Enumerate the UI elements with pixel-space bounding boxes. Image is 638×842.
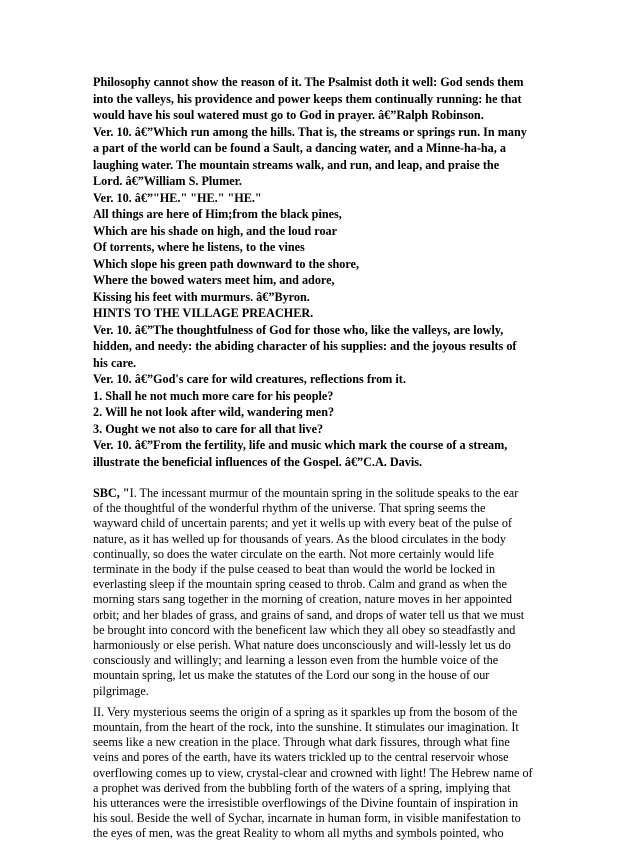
text-line: mountain spring, let us make the statutes of the Lord our song in the house of our <box>93 668 490 683</box>
text-line: 3. Ought we not also to care for all that live? <box>93 421 324 436</box>
text-line: pilgrimage. <box>93 683 149 698</box>
text-line: Ver. 10. â€”The thoughtfulness of God for those who, like the valleys, are lowly, <box>93 322 504 337</box>
text-line: harmoniously or else perish. What nature does unconsciously and will-lessly let us do <box>93 638 511 653</box>
text-line: 1. Shall he not much more care for his people? <box>93 388 334 403</box>
text-line: HINTS TO THE VILLAGE PREACHER. <box>93 306 314 320</box>
text-line: Where the bowed waters meet him, and adore, <box>93 273 335 287</box>
text-line: his soul. Beside the well of Sychar, incarnate in human form, in visible manifestation to <box>93 811 521 826</box>
text-line: overflowing comes up to view, crystal-clear and crowned with light! The Hebrew name of <box>93 765 533 780</box>
text-line: continually, so does the water circulate on the earth. Not more certainly would life <box>93 546 494 561</box>
paragraph-two <box>93 705 563 842</box>
bold-commentary-block <box>93 74 563 470</box>
text-line: Ver. 10. â€”God's care for wild creatures, reflections from it. <box>93 372 406 386</box>
text-line: terminate in the body if the pulse ceased to beat than would the world be locked in <box>93 562 496 577</box>
text-line: Of torrents, where he listens, to the vines <box>93 240 305 254</box>
text-line: Which are his shade on high, and the loud roar <box>93 223 338 238</box>
text-line: Which slope his green path downward to the shore, <box>93 256 360 271</box>
text-line: morning stars sang together in the morning of creation, nature moves in her appointed <box>93 592 513 607</box>
text-line: a prophet was derived from the bubbling forth of the waters of a spring, implying that <box>93 780 511 795</box>
text-line: Kissing his feet with murmurs. â€”Byron. <box>93 289 310 304</box>
text-line: be brought into concord with the beneficent law which they all obey so steadfastly and <box>93 622 516 637</box>
text-line: his care. <box>93 355 137 370</box>
text-line: hidden, and needy: the abiding character of his supplies: and the joyous results of <box>93 339 517 353</box>
document-page <box>93 74 563 842</box>
text-line: his utterances were the irresistible overflowings of the Divine fountain of inspiration in <box>93 796 519 811</box>
text-line: Lord. â€”William S. Plumer. <box>93 174 242 188</box>
text-line: veins and pores of the earth, have its waters trickled up to the central reservoir whose <box>93 750 509 765</box>
text-line: Philosophy cannot show the reason of it. The Psalmist doth it well: God sends them <box>93 75 524 89</box>
text-line: wayward child of uncertain parents; and yet it wells up with every beat of the pulse of <box>93 516 512 531</box>
text-line: a part of the world can be found a Sault, a dancing water, and a Minne-ha-ha, a <box>93 141 506 155</box>
text-line: Ver. 10. â€”Which run among the hills. That is, the streams or springs run. In many <box>93 124 527 139</box>
text-line: into the valleys, his providence and power keeps them continually running: he that <box>93 91 522 106</box>
text-line: the eyes of men, was the great Reality to whom all myths and symbols pointed, who <box>93 826 504 841</box>
text-line: seems like a new creation in the place. Through what dark fissures, through what fine <box>93 735 510 750</box>
text-line: of the thoughtful of the wonderful rhythm of the universe. That spring seems the <box>93 501 486 516</box>
text-line: laughing water. The mountain streams walk, and run, and leap, and praise the <box>93 157 500 172</box>
text-line: orbit; and her blades of grass, and grains of sand, and drops of water tell us that we must <box>93 607 525 622</box>
text-line: everlasting sleep if the mountain spring ceased to throb. Calm and grand as when the <box>93 577 507 592</box>
text-line: consciously and willingly; and learning a lesson even from the humble voice of the <box>93 653 499 668</box>
sbc-label: SBC, " <box>93 486 130 500</box>
text-line: nature, as it has welled up for thousands of years. As the blood circulates in the body <box>93 531 506 546</box>
sbc-first-line <box>93 486 563 501</box>
text-line: II. Very mysterious seems the origin of a spring as it sparkles up from the bosom of the <box>93 704 518 719</box>
text-line: Ver. 10. â€”"HE." "HE." "HE." <box>93 190 262 205</box>
text-line: illustrate the beneficial influences of the Gospel. â€”C.A. Davis. <box>93 454 423 469</box>
sbc-first-line-text: I. The incessant murmur of the mountain spring in the solitude speaks to the ear <box>129 486 519 500</box>
text-line: All things are here of Him;from the black pines, <box>93 207 342 221</box>
text-line: would have his soul watered must go to God in prayer. â€”Ralph Robinson. <box>93 108 484 122</box>
text-line: 2. Will he not look after wild, wandering men? <box>93 405 335 419</box>
sbc-paragraph <box>93 486 563 699</box>
text-line: Ver. 10. â€”From the fertility, life and music which mark the course of a stream, <box>93 438 508 452</box>
text-line: mountain, from the heart of the rock, into the sunshine. It stimulates our imagination. It <box>93 720 519 735</box>
